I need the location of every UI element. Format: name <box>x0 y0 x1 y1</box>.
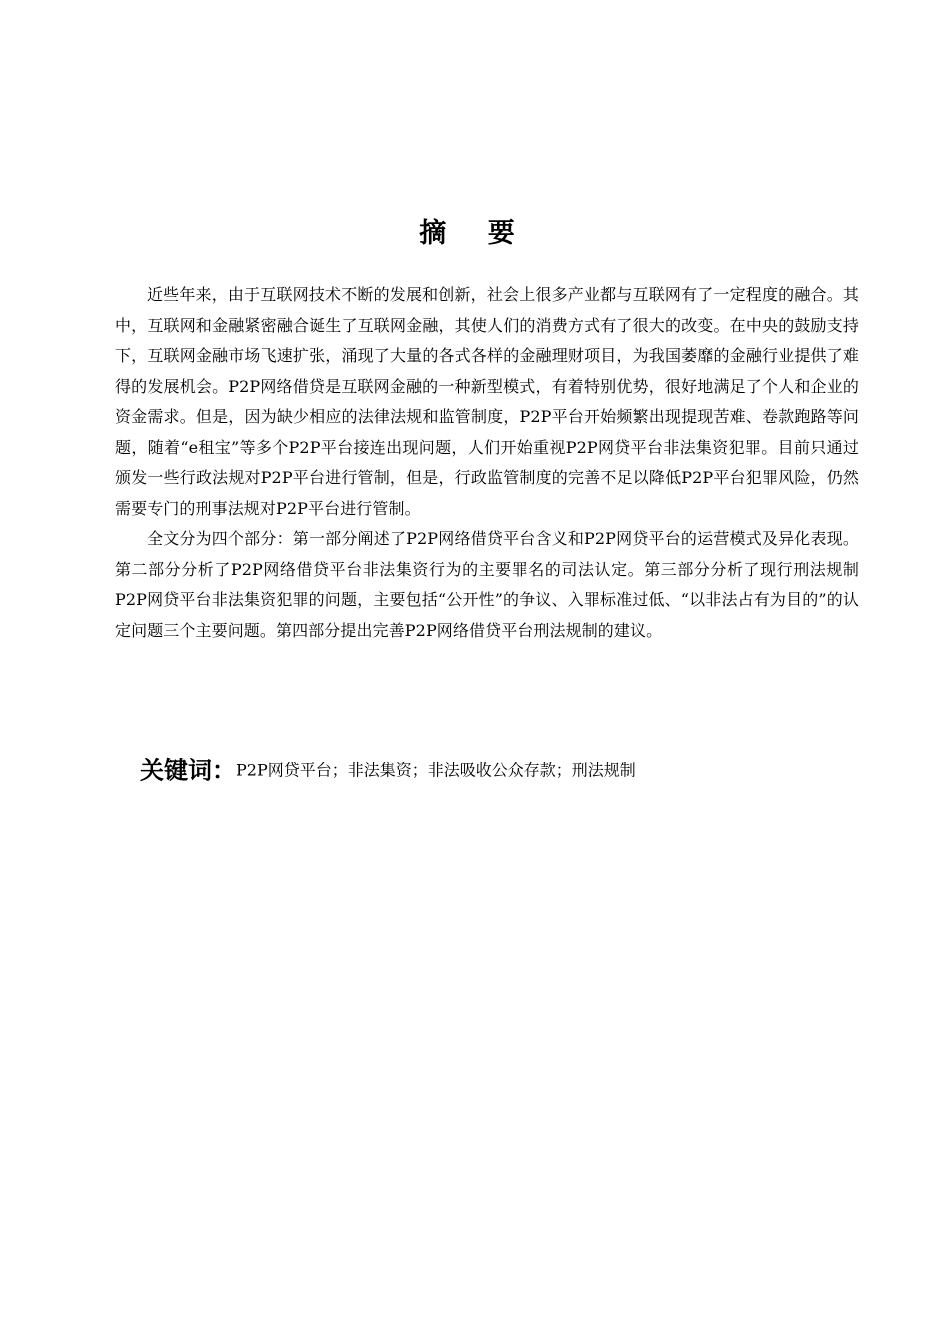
keywords-value: P2P网贷平台；非法集资；非法吸收公众存款；刑法规制 <box>236 760 636 780</box>
abstract-paragraph-1: 近些年来，由于互联网技术不断的发展和创新，社会上很多产业都与互联网有了一定程度的融合。其中，互联网和金融紧密融合诞生了互联网金融，其使人们的消费方式有了很大的改变。在中央的鼓励支持下，互联网金融市场飞速扩张，涌现了大量的各式各样的金融理财项目，为我国萎靡的金融行业提供了难得的发展机会。P2P网络借贷是互联网金融的一种新型模式，有着特别优势，很好地满足了个人和企业的资金需求。但是，因为缺少相应的法律法规和监管制度，P2P平台开始频繁出现提现苦难、卷款跑路等问题，随着“e租宝”等多个P2P平台接连出现问题，人们开始重视P2P网贷平台非法集资犯罪。目前只通过颁发一些行政法规对P2P平台进行管制，但是，行政监管制度的完善不足以降低P2P平台犯罪风险，仍然需要专门的刑事法规对P2P平台进行管制。 <box>115 285 859 518</box>
abstract-paragraph-2: 全文分为四个部分：第一部分阐述了P2P网络借贷平台含义和P2P网贷平台的运营模式及异化表现。第二部分分析了P2P网络借贷平台非法集资行为的主要罪名的司法认定。第三部分分析了现行刑法规制P2P网贷平台非法集资犯罪的问题，主要包括“公开性”的争议、入罪标准过低、“以非法占有为目的”的认定问题三个主要问题。第四部分提出完善P2P网络借贷平台刑法规制的建议。 <box>115 529 859 640</box>
keywords-line <box>140 750 860 791</box>
keywords-label: 关键词： <box>140 756 236 785</box>
abstract-title: 摘 要 <box>419 218 531 249</box>
abstract-body <box>115 280 859 646</box>
